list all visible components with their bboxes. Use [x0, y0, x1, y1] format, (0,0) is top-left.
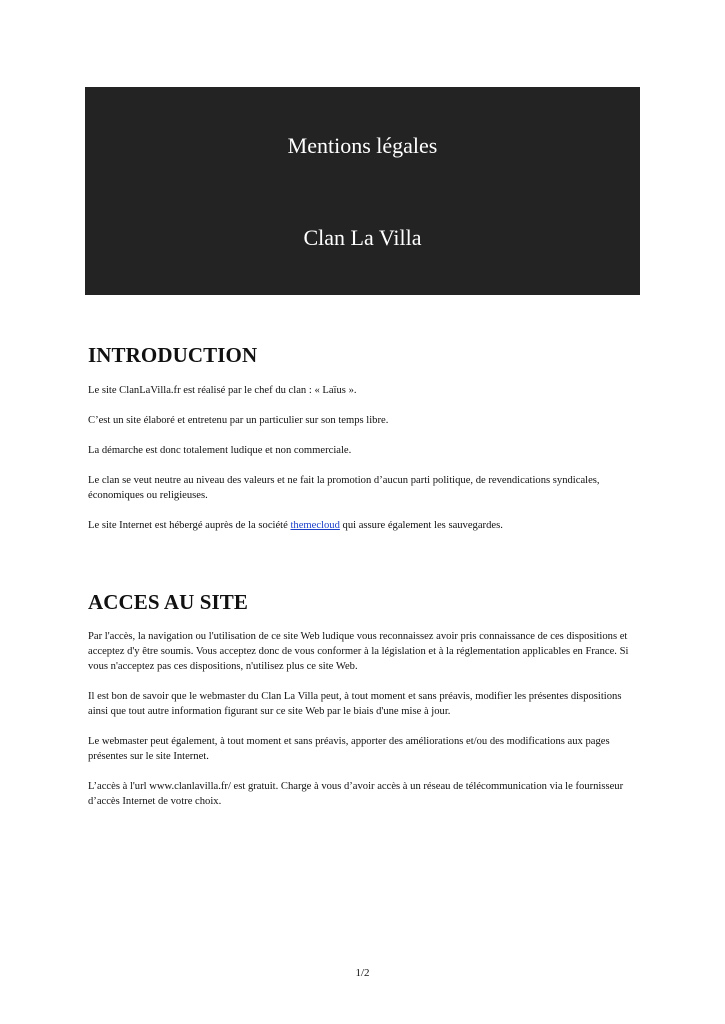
intro-paragraph-hosting [88, 518, 638, 533]
acces-paragraph-improvements: Le webmaster peut également, à tout moment et sans préavis, apporter des améliorations et/ou des modifications aux pages présentes sur le site Internet. [88, 736, 610, 762]
site-name: Clan La Villa [303, 225, 422, 250]
acces-heading: ACCES AU SITE [88, 590, 249, 614]
acces-paragraph-free-access: L’accès à l'url www.clanlavilla.fr/ est gratuit. Charge à vous d’avoir accès à un réseau de télécommunication via le fournisseur d’accès Internet de votre choix. [88, 781, 624, 807]
hosting-text-after: qui assure également les sauvegardes. [339, 520, 503, 531]
introduction-heading: INTRODUCTION [88, 343, 258, 367]
document-body [88, 340, 638, 824]
intro-paragraph-purpose: La démarche est donc totalement ludique et non commerciale. [88, 445, 352, 456]
intro-paragraph-maintenance: C’est un site élaboré et entretenu par un particulier sur son temps libre. [88, 415, 389, 426]
intro-paragraph-neutrality: Le clan se veut neutre au niveau des valeurs et ne fait la promotion d’aucun parti politique, de revendications syndicales, économiques ou religieuses. [88, 475, 600, 501]
acces-paragraph-modifications: Il est bon de savoir que le webmaster du Clan La Villa peut, à tout moment et sans préavis, modifier les présentes dispositions ainsi que tout autre information figurant sur ce site Web par le biais d'une mise à jour. [88, 691, 622, 717]
title-banner [85, 87, 640, 295]
page-title: Mentions légales [287, 133, 438, 158]
page-number: 1/2 [355, 967, 370, 979]
themecloud-link[interactable]: themecloud [290, 520, 340, 531]
acces-paragraph-terms: Par l'accès, la navigation ou l'utilisation de ce site Web ludique vous reconnaissez avoir pris connaissance de ces dispositions et acceptez d'y être soumis. Vous acceptez donc de vous conformer à la législation et à la réglementation applicables en France. Si vous n'acceptez pas ces dispositions, n'utilisez plus ce site Web. [88, 631, 629, 672]
intro-paragraph-author: Le site ClanLaVilla.fr est réalisé par le chef du clan : « Laïus ». [88, 385, 357, 396]
hosting-text-before: Le site Internet est hébergé auprès de la société [88, 520, 291, 531]
